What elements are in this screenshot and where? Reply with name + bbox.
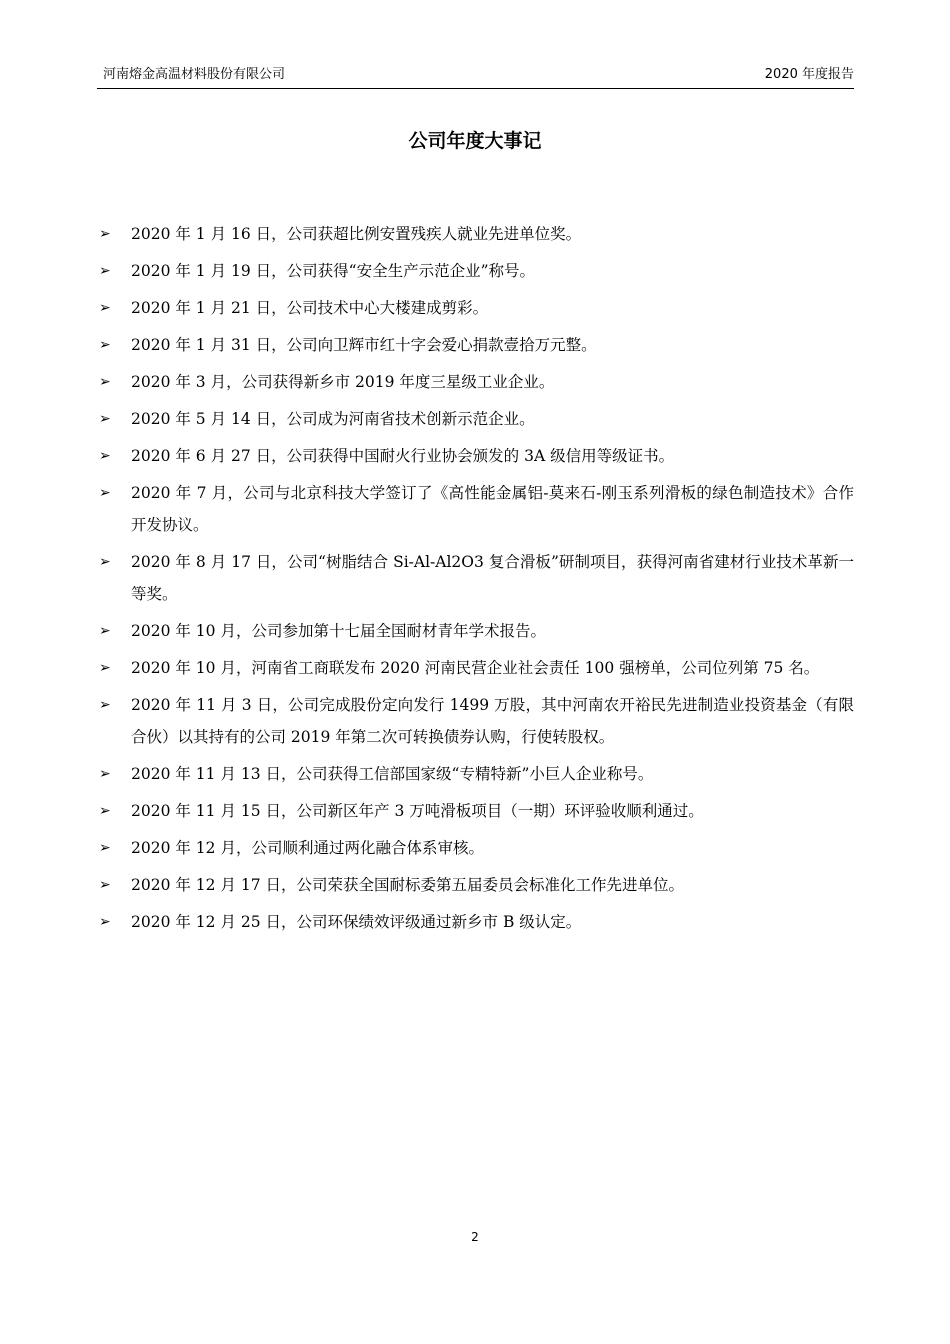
page-title: 公司年度大事记 — [408, 130, 542, 152]
page-header — [97, 66, 854, 89]
event-item — [97, 329, 854, 361]
event-text: 2020 年 5 月 14 日，公司成为河南省技术创新示范企业。 — [131, 410, 535, 428]
arrow-bullet-icon: ➢ — [99, 448, 111, 464]
event-item — [97, 652, 854, 684]
event-text: 2020 年 12 月，公司顺利通过两化融合体系审核。 — [131, 839, 484, 857]
event-item — [97, 440, 854, 472]
header-report-title: 2020 年度报告 — [764, 67, 854, 82]
event-item — [97, 615, 854, 647]
events-list — [97, 218, 854, 943]
event-item — [97, 292, 854, 324]
arrow-bullet-icon: ➢ — [99, 411, 111, 427]
event-item — [97, 869, 854, 901]
arrow-bullet-icon: ➢ — [99, 660, 111, 676]
arrow-bullet-icon: ➢ — [99, 374, 111, 390]
event-item — [97, 546, 854, 610]
event-text: 2020 年 1 月 19 日，公司获得“安全生产示范企业”称号。 — [131, 262, 536, 280]
arrow-bullet-icon: ➢ — [99, 697, 111, 713]
arrow-bullet-icon: ➢ — [99, 877, 111, 893]
event-item — [97, 366, 854, 398]
page-number: 2 — [471, 1230, 479, 1244]
event-item — [97, 795, 854, 827]
event-text: 2020 年 11 月 13 日，公司获得工信部国家级“专精特新”小巨人企业称号。 — [131, 765, 654, 783]
event-item — [97, 832, 854, 864]
arrow-bullet-icon: ➢ — [99, 623, 111, 639]
arrow-bullet-icon: ➢ — [99, 803, 111, 819]
event-text: 2020 年 1 月 21 日，公司技术中心大楼建成剪彩。 — [131, 299, 489, 317]
event-text: 2020 年 1 月 31 日，公司向卫辉市红十字会爱心捐款壹拾万元整。 — [131, 336, 597, 354]
arrow-bullet-icon: ➢ — [99, 263, 111, 279]
event-text: 2020 年 11 月 3 日，公司完成股份定向发行 1499 万股，其中河南农开裕民先进制造业投资基金（有限合伙）以其持有的公司 2019 年第二次可转换债券认购，行使转股权。 — [131, 696, 854, 746]
arrow-bullet-icon: ➢ — [99, 554, 111, 570]
event-item — [97, 906, 854, 938]
header-company-name: 河南熔金高温材料股份有限公司 — [103, 67, 286, 82]
event-text: 2020 年 12 月 17 日，公司荣获全国耐标委第五届委员会标准化工作先进单位。 — [131, 876, 685, 894]
arrow-bullet-icon: ➢ — [99, 337, 111, 353]
arrow-bullet-icon: ➢ — [99, 840, 111, 856]
arrow-bullet-icon: ➢ — [99, 485, 111, 501]
event-text: 2020 年 12 月 25 日，公司环保绩效评级通过新乡市 B 级认定。 — [131, 913, 582, 931]
event-item — [97, 218, 854, 250]
event-item — [97, 477, 854, 541]
arrow-bullet-icon: ➢ — [99, 226, 111, 242]
event-item — [97, 689, 854, 753]
event-text: 2020 年 10 月，河南省工商联发布 2020 河南民营企业社会责任 100 强榜单，公司位列第 75 名。 — [131, 659, 820, 677]
event-item — [97, 403, 854, 435]
event-item — [97, 255, 854, 287]
event-text: 2020 年 6 月 27 日，公司获得中国耐火行业协会颁发的 3A 级信用等级证书。 — [131, 447, 675, 465]
event-text: 2020 年 8 月 17 日，公司“树脂结合 Si-Al-Al2O3 复合滑板”研制项目，获得河南省建材行业技术革新一等奖。 — [131, 553, 854, 603]
event-text: 2020 年 11 月 15 日，公司新区年产 3 万吨滑板项目（一期）环评验收顺利通过。 — [131, 802, 704, 820]
arrow-bullet-icon: ➢ — [99, 914, 111, 930]
arrow-bullet-icon: ➢ — [99, 300, 111, 316]
event-item — [97, 758, 854, 790]
event-text: 2020 年 3 月，公司获得新乡市 2019 年度三星级工业企业。 — [131, 373, 555, 391]
event-text: 2020 年 10 月，公司参加第十七届全国耐材青年学术报告。 — [131, 622, 546, 640]
event-text: 2020 年 1 月 16 日，公司获超比例安置残疾人就业先进单位奖。 — [131, 225, 582, 243]
event-text: 2020 年 7 月，公司与北京科技大学签订了《高性能金属铝-莫来石-刚玉系列滑板的绿色制造技术》合作开发协议。 — [131, 484, 854, 534]
arrow-bullet-icon: ➢ — [99, 766, 111, 782]
